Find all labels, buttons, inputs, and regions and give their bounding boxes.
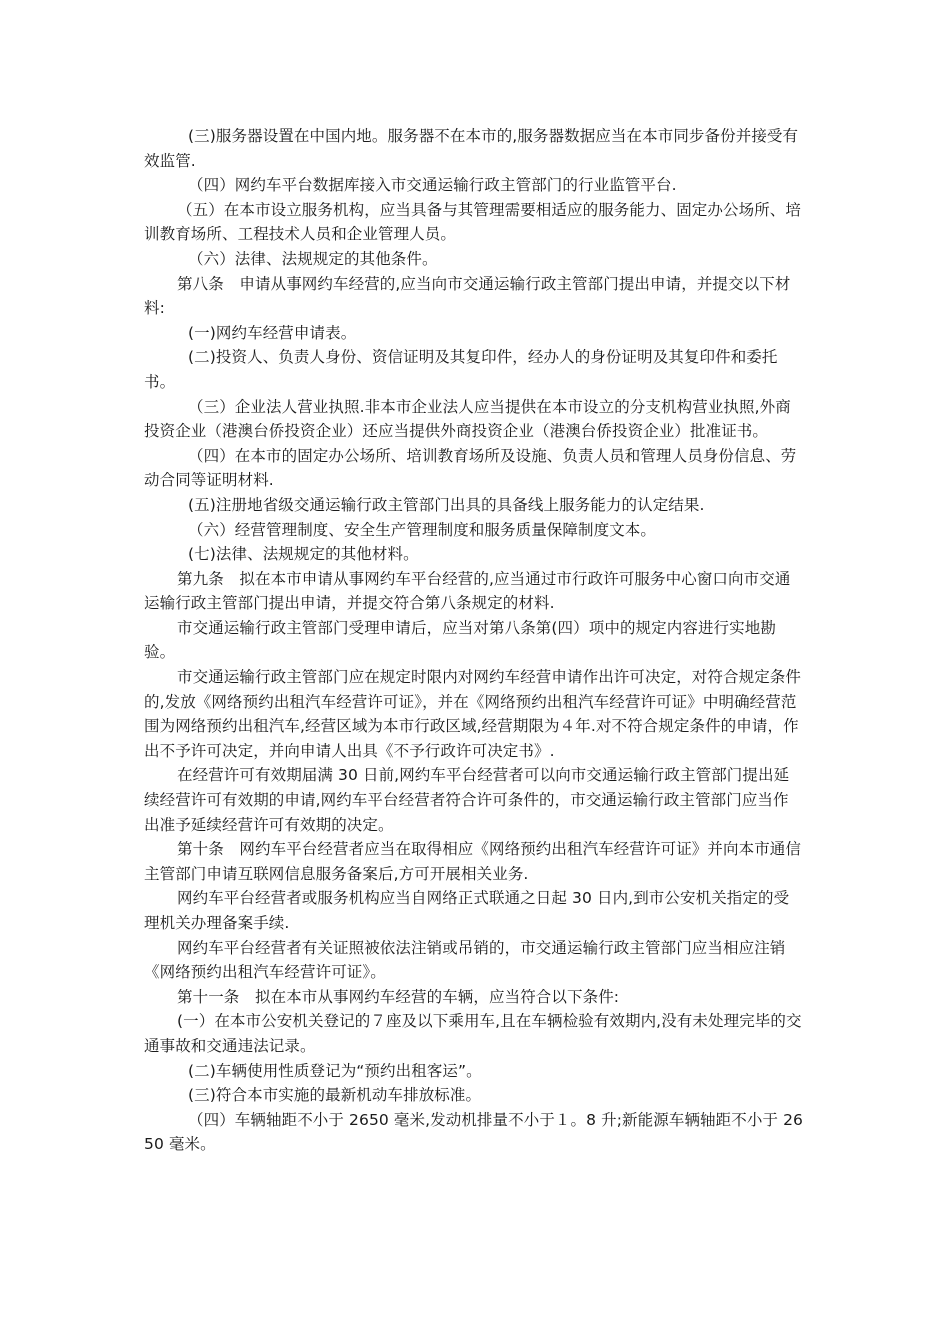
- article-9-heading-paragraph: 第九条 拟在本市申请从事网约车平台经营的,应当通过市行政许可服务中心窗口向市交通运输行政主管部门提出申请，并提交符合第八条规定的材料.: [144, 569, 791, 613]
- paragraph: 在经营许可有效期届满 30 日前,网约车平台经营者可以向市交通运输行政主管部门提出延续经营许可有效期的申请,网约车平台经营者符合许可条件的，市交通运输行政主管部门应当作出准予延续经营许可有效期的决定。: [144, 766, 790, 834]
- paragraph: (五)注册地省级交通运输行政主管部门出具的具备线上服务能力的认定结果.: [188, 495, 705, 514]
- article-10-heading-paragraph: 第十条 网约车平台经营者应当在取得相应《网络预约出租汽车经营许可证》并向本市通信主管部门申请互联网信息服务备案后,方可开展相关业务.: [144, 840, 802, 883]
- paragraph: 网约车平台经营者或服务机构应当自网络正式联通之日起 30 日内,到市公安机关指定的受理机关办理备案手续.: [144, 889, 790, 932]
- article-8-heading-paragraph: 第八条 申请从事网约车经营的,应当向市交通运输行政主管部门提出申请，并提交以下材料:: [144, 274, 791, 318]
- paragraph: 网约车平台经营者有关证照被依法注销或吊销的，市交通运输行政主管部门应当相应注销《网络预约出租汽车经营许可证》。: [144, 938, 786, 982]
- paragraph: （四）车辆轴距不小于 2650 毫米,发动机排量不小于１。8 升;新能源车辆轴距不小于 2650 毫米。: [144, 1110, 803, 1154]
- paragraph: (一)网约车经营申请表。: [188, 323, 357, 342]
- paragraph: （五）在本市设立服务机构，应当具备与其管理需要相适应的服务能力、固定办公场所、培训教育场所、工程技术人员和企业管理人员。: [144, 200, 802, 244]
- paragraph: (二)车辆使用性质登记为“预约出租客运”。: [188, 1061, 482, 1080]
- paragraph: (一）在本市公安机关登记的７座及以下乘用车,且在车辆检验有效期内,没有未处理完毕的交通事故和交通违法记录。: [144, 1012, 802, 1055]
- paragraph: （四）网约车平台数据库接入市交通运输行政主管部门的行业监管平台.: [188, 176, 677, 195]
- paragraph: (三)符合本市实施的最新机动车排放标准。: [188, 1086, 482, 1105]
- paragraph: (三)服务器设置在中国内地。服务器不在本市的,服务器数据应当在本市同步备份并接受有效监管.: [144, 127, 799, 170]
- paragraph: 市交通运输行政主管部门受理申请后，应当对第八条第(四）项中的规定内容进行实地勘验。: [144, 618, 776, 662]
- paragraph: （四）在本市的固定办公场所、培训教育场所及设施、负责人员和管理人员身份信息、劳动合同等证明材料.: [144, 446, 797, 490]
- paragraph: （六）法律、法规规定的其他条件。: [188, 249, 438, 268]
- paragraph: (二)投资人、负责人身份、资信证明及其复印件，经办人的身份证明及其复印件和委托书。: [144, 348, 778, 391]
- document-body: [144, 124, 804, 1157]
- paragraph: 市交通运输行政主管部门应在规定时限内对网约车经营申请作出许可决定，对符合规定条件的,发放《网络预约出租汽车经营许可证》，并在《网络预约出租汽车经营许可证》中明确经营范围为网络预约出租汽车,经营区域为本市行政区域,经营期限为４年.对不符合规定条件的申请，作出不予许可决定，并向申请人出具《不予行政许可决定书》.: [144, 668, 802, 760]
- article-11-heading-paragraph: 第十一条 拟在本市从事网约车经营的车辆，应当符合以下条件:: [177, 987, 620, 1006]
- paragraph: (七)法律、法规规定的其他材料。: [188, 545, 419, 564]
- paragraph: （三）企业法人营业执照.非本市企业法人应当提供在本市设立的分支机构营业执照,外商投资企业（港澳台侨投资企业）还应当提供外商投资企业（港澳台侨投资企业）批准证书。: [144, 397, 791, 441]
- paragraph: （六）经营管理制度、安全生产管理制度和服务质量保障制度文本。: [188, 520, 657, 539]
